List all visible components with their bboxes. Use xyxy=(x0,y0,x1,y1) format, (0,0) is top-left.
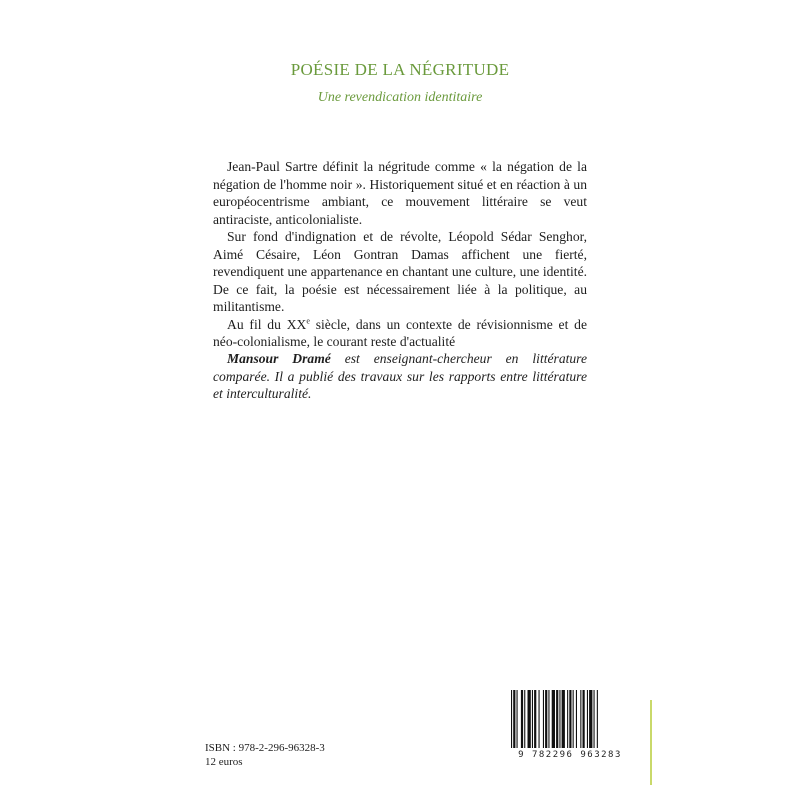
footer-info xyxy=(205,742,325,769)
barcode-bar xyxy=(524,690,525,748)
barcode-bar xyxy=(552,690,555,748)
barcode-bar xyxy=(513,690,515,748)
barcode-bar xyxy=(589,690,592,748)
blurb-paragraph-3 xyxy=(213,316,587,351)
century-text: Au fil du XX xyxy=(227,316,307,332)
barcode-bar xyxy=(569,690,571,748)
barcode-bar xyxy=(532,690,533,748)
barcode-bar xyxy=(528,690,531,748)
barcode-bar xyxy=(580,690,581,748)
barcode-bar xyxy=(548,690,549,748)
isbn-text: ISBN : 978-2-296-96328-3 xyxy=(205,742,325,754)
barcode-bar xyxy=(521,690,523,748)
blurb-paragraph-2: Sur fond d'indignation et de révolte, Léopold Sédar Senghor, Aimé Césaire, Léon Gontran Damas affichent une fierté, revendiquent une appartenance en chantant une culture, une identité. De ce fait, la poésie est nécessairement liée à la politique, au militantisme. xyxy=(213,229,587,314)
author-name: Mansour Dramé xyxy=(227,351,331,366)
barcode-bar xyxy=(559,690,560,748)
century-text-rest: siècle, dans un contexte de révisionnisme et de néo-colonialisme, le courant reste d'actualité xyxy=(213,316,587,349)
century-superscript: e xyxy=(306,315,310,325)
book-title: POÉSIE DE LA NÉGRITUDE xyxy=(290,60,510,79)
barcode-bar xyxy=(517,690,518,748)
barcode-bar xyxy=(556,690,558,748)
barcode-bar xyxy=(597,690,598,748)
barcode-bar xyxy=(543,690,544,748)
barcode-bar xyxy=(583,690,585,748)
barcode-bar xyxy=(576,690,577,748)
author-bio xyxy=(213,350,587,403)
barcode-bar xyxy=(511,690,512,748)
barcode-bars xyxy=(509,690,631,748)
author-description: est enseignant-chercheur en littérature comparée. Il a publié des travaux sur les rapports entre littérature et interculturalité. xyxy=(213,351,588,401)
barcode-bar xyxy=(562,690,565,748)
barcode-bar xyxy=(539,690,540,748)
decorative-line xyxy=(650,700,652,785)
barcode-bar xyxy=(545,690,547,748)
barcode-bar xyxy=(573,690,574,748)
barcode-bar xyxy=(534,690,536,748)
book-subtitle: Une revendication identitaire xyxy=(317,90,483,105)
barcode xyxy=(505,686,635,766)
barcode-bar xyxy=(587,690,588,748)
blurb xyxy=(213,158,587,351)
price-text: 12 euros xyxy=(205,755,243,768)
barcode-bar xyxy=(594,690,595,748)
barcode-digits: 9 782296 963283 xyxy=(518,750,622,760)
blurb-paragraph-1: Jean-Paul Sartre définit la négritude comme « la négation de la négation de l'homme noir ». Historiquement situé et en réaction à un européocentrisme ambiant, ce mouvement littéraire se veut antiraciste, anticolonialiste. xyxy=(213,159,587,227)
barcode-bar xyxy=(567,690,568,748)
